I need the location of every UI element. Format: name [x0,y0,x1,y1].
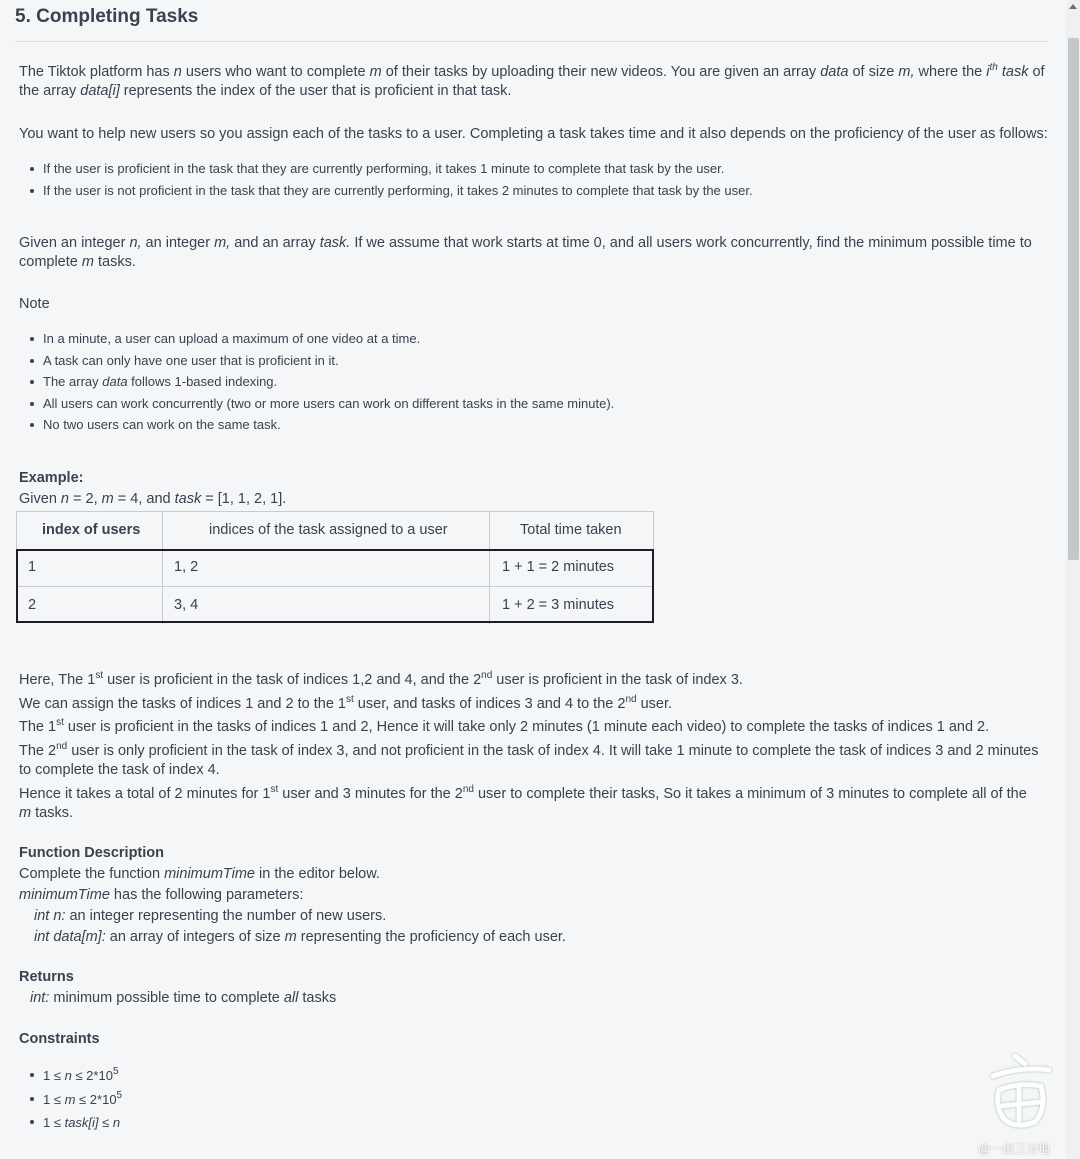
explanation-line: The 2nd user is only proficient in the task of index 3, and not proficient in the task of index 4. It will take 1 minute to complete the task of indices 3 and 2 minutes to complete the task of index 4. [19,740,1039,778]
rules-list [19,158,753,201]
table-header-cell: indices of the task assigned to a user [162,511,490,549]
explanation [19,669,1049,823]
constraints-heading: Constraints [19,1031,100,1047]
scrollbar[interactable] [1066,0,1080,1159]
table-cell: 3, 4 [162,587,490,624]
table-cell: 2 [28,597,37,613]
note-heading: Note [19,296,50,312]
function-description [19,843,1049,948]
example-table [16,511,654,623]
returns-heading: Returns [19,969,74,985]
list-item: No two users can work on the same task. [19,414,614,436]
notes-list [19,328,614,436]
explanation-line: The 1st user is proficient in the tasks of indices 1 and 2, Hence it will take only 2 minutes (1 minute each video) to complete the tasks of indices 1 and 2. [19,717,990,735]
table-cell: 1 + 2 = 3 minutes [489,587,654,624]
list-item: $1 \le m \le 2*10^5$ [19,1088,122,1112]
function-line: Complete the function minimumTime in the editor below. [19,866,380,882]
given-paragraph: Given an integer n, an integer m, and an array task. If we assume that work starts at time 0, and all users work concurrently, find the minimum possible time to complete m tasks. [19,235,1032,270]
example-heading: Example: [19,470,84,486]
table-cell: 1 + 1 = 2 minutes [489,549,654,586]
explanation-line: Here, The 1st user is proficient in the task of indices 1,2 and 4, and the 2nd user is proficient in the task of index 3. [19,670,743,688]
table-header-cell: index of users [16,511,163,549]
explanation-line: We can assign the tasks of indices 1 and 2 to the 1st user, and tasks of indices 3 and 4 to the 2nd user. [19,693,673,712]
param-line: int data[m]: an array of integers of size m representing the proficiency of each user. [34,929,566,945]
table-body-frame [16,549,654,623]
assign-paragraph: You want to help new users so you assign each of the tasks to a user. Completing a task takes time and it also depends on the proficiency of the user as follows: [19,126,1048,142]
table-header-cell: Total time taken [489,511,654,549]
list-item: If the user is proficient in the task that they are currently performing, it takes 1 minute to complete that task by the user. [19,158,753,180]
list-item: In a minute, a user can upload a maximum of one video at a time. [19,328,614,350]
scroll-up-arrow-icon[interactable] [1069,4,1077,9]
function-heading: Function Description [19,845,164,861]
intro-paragraph: The Tiktok platform has n users who want to complete m of their tasks by uploading their new videos. You are given an array data of size m, where the $i^{th}$ task of the array data[i] represents the index of the user that is proficient in that task. [19,62,1045,99]
returns-section [19,967,1049,1009]
list-item: If the user is not proficient in the task that they are currently performing, it takes 2 minutes to complete that task by the user. [19,180,753,202]
list-item: 1 ≤ task[i] ≤ n [19,1111,122,1135]
returns-line: int: minimum possible time to complete all tasks [30,990,337,1006]
list-item: $1 \le n \le 2*10^5$ [19,1064,122,1088]
title-divider [15,41,1048,42]
list-item: The array data follows 1-based indexing. [19,371,614,393]
constraints-list [19,1064,122,1135]
watermark-text: @一亩三分地 [978,1142,1051,1156]
list-item: All users can work concurrently (two or more users can work on different tasks in the same minute). [19,393,614,415]
scrollbar-thumb[interactable] [1068,38,1079,560]
watermark-logo-icon [985,1052,1055,1136]
param-line: int n: an integer representing the number of new users. [34,908,387,924]
explanation-line: Hence it takes a total of 2 minutes for 1st user and 3 minutes for the 2nd user to complete their tasks, So it takes a minimum of 3 minutes to complete all of the m tasks. [19,783,1027,821]
function-line: minimumTime has the following parameters: [19,887,304,903]
example-given: Given n = 2, m = 4, and task = [1, 1, 2, 1]. [19,491,287,507]
table-cell: 1 [28,559,37,575]
page-title: 5. Completing Tasks [15,6,199,27]
list-item: A task can only have one user that is proficient in it. [19,350,614,372]
table-cell: 1, 2 [162,549,490,586]
